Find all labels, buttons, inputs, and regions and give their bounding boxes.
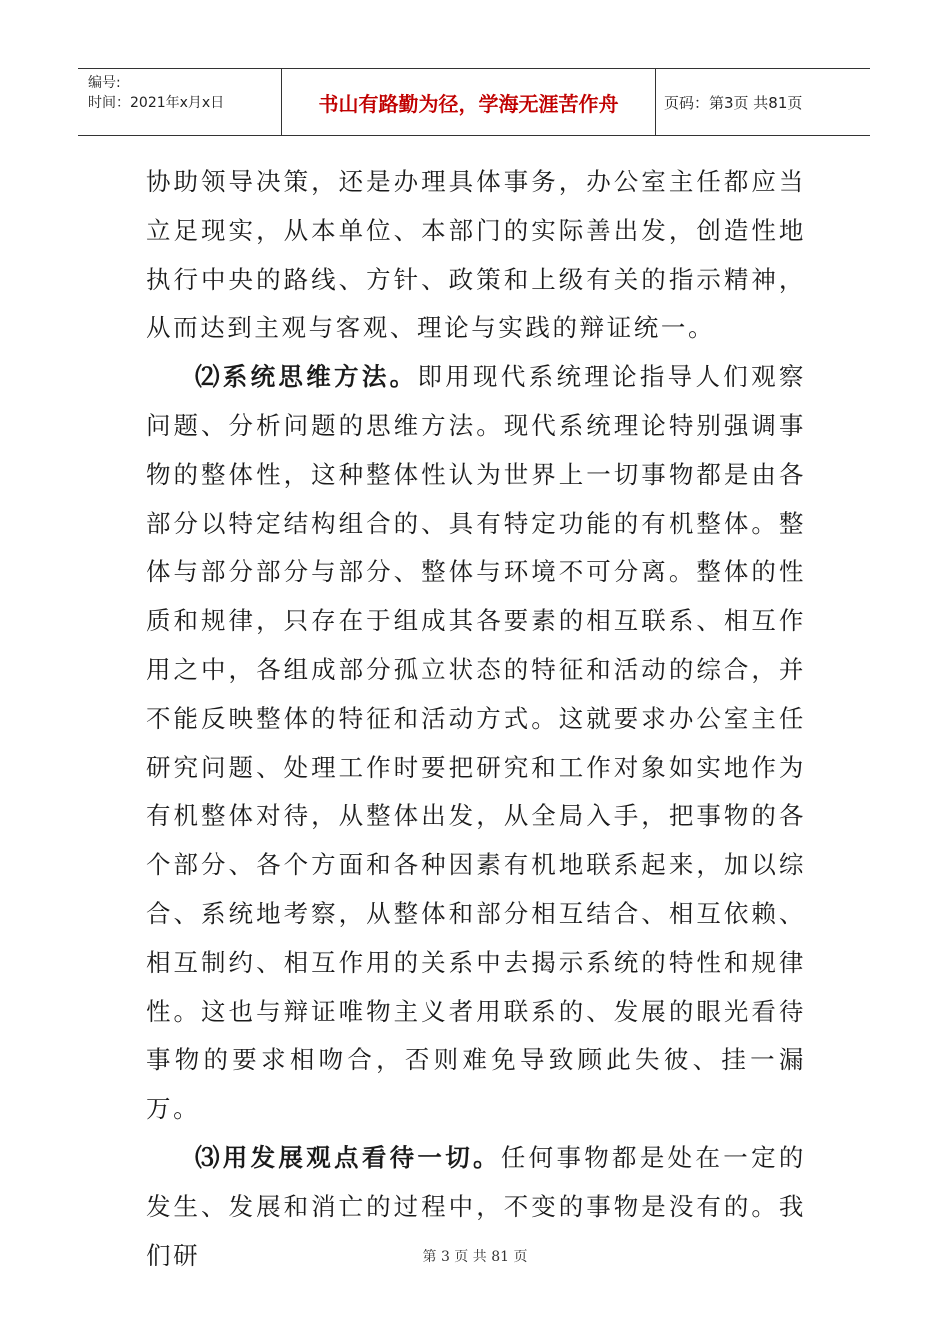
paragraph-2-body: 即用现代系统理论指导人们观察问题、分析问题的思维方法。现代系统理论特别强调事物的整体性，这种整体性认为世界上一切事物都是由各部分以特定结构组合的、具有特定功能的有机整体。整体与部分部分与部分、整体与环境不可分离。整体的性质和规律，只存在于组成其各要素的相互联系、相互作用之中，各组成部分孤立状态的特征和活动的综合，并不能反映整体的特征和活动方式。这就要求办公室主任研究问题、处理工作时要把研究和工作对象如实地作为有机整体对待，从整体出发，从全局入手，把事物的各个部分、各个方面和各种因素有机地联系起来，加以综合、系统地考察，从整体和部分相互结合、相互依赖、相互制约、相互作用的关系中去揭示系统的特性和规律性。这也与辩证唯物主义者用联系的、发展的眼光看待事物的要求相吻合，否则难免导致顾此失彼、挂一漏万。 [146, 362, 806, 1124]
header-meta [78, 69, 282, 135]
page-footer: 第 3 页 共 81 页 [422, 1249, 528, 1265]
paragraph-2-heading: ⑵系统思维方法。 [195, 362, 418, 392]
document-time: 时间：2021年x月x日 [88, 95, 225, 111]
paragraph-3-heading: ⑶用发展观点看待一切。 [195, 1142, 501, 1172]
paragraph-1: 协助领导决策，还是办理具体事务，办公室主任都应当立足现实，从本单位、本部门的实际善出发，创造性地执行中央的路线、方针、政策和上级有关的指示精神，从而达到主观与客观、理论与实践的辩证统一。 [146, 167, 806, 343]
page-header [78, 68, 870, 136]
document-body [146, 158, 806, 1280]
header-motto: 书山有路勤为径，学海无涯苦作舟 [282, 69, 656, 135]
document-number-label: 编号: [88, 75, 121, 91]
paragraph-3-body: 任何事物都是处在一定的发生、发展和消亡的过程中，不变的事物是没有的。我们研 [146, 1142, 806, 1270]
paragraph-2 [146, 353, 806, 1134]
header-page-info: 页码：第3页 共81页 [664, 93, 803, 112]
